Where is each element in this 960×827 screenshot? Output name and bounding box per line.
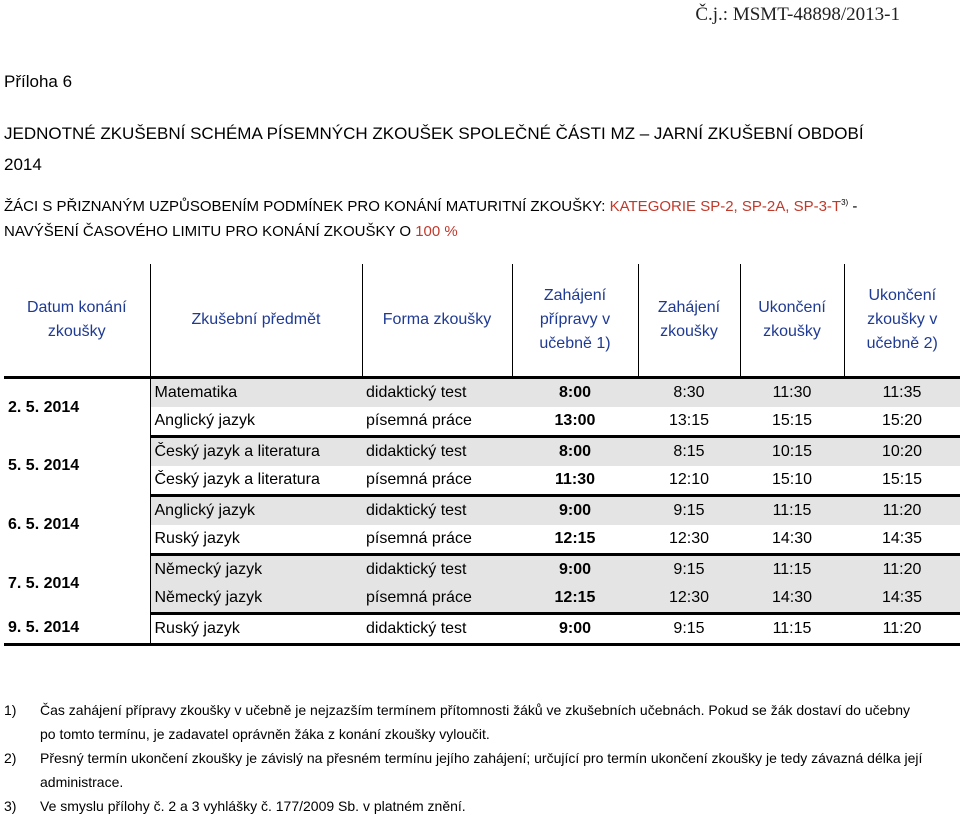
subject-cell: Německý jazyk <box>150 584 362 614</box>
form-cell: didaktický test <box>362 614 512 645</box>
form-cell: písemná práce <box>362 584 512 614</box>
footnote-1 <box>4 698 924 746</box>
start-cell: 9:15 <box>638 555 740 585</box>
end-cell: 10:15 <box>740 437 844 467</box>
form-cell: didaktický test <box>362 555 512 585</box>
table-row <box>4 378 960 408</box>
footnote-text: Ve smyslu přílohy č. 2 a 3 vyhlášky č. 177/2009 Sb. v platném znění. <box>40 798 466 814</box>
form-cell: didaktický test <box>362 437 512 467</box>
start-cell: 8:30 <box>638 378 740 408</box>
footnote-2 <box>4 746 924 794</box>
start-cell: 12:30 <box>638 584 740 614</box>
start-cell: 12:10 <box>638 466 740 496</box>
room-end-cell: 10:20 <box>844 437 960 467</box>
room-end-cell: 11:35 <box>844 378 960 408</box>
sub-heading <box>4 190 904 244</box>
end-cell: 11:15 <box>740 555 844 585</box>
footnote-text: Přesný termín ukončení zkoušky je závislý na přesném termínu jejího zahájení; určující pro termín ukončení zkoušky je tedy závazná délka její administrace. <box>40 750 923 790</box>
header-date: Datum konání zkoušky <box>4 264 150 378</box>
prep-cell: 9:00 <box>512 614 638 645</box>
end-cell: 15:10 <box>740 466 844 496</box>
subject-cell: Matematika <box>150 378 362 408</box>
subject-cell: Ruský jazyk <box>150 525 362 555</box>
exam-schedule-table <box>4 264 960 646</box>
start-cell: 13:15 <box>638 407 740 437</box>
main-heading: JEDNOTNÉ ZKUŠEBNÍ SCHÉMA PÍSEMNÝCH ZKOUŠEK SPOLEČNÉ ČÁSTI MZ – JARNÍ ZKUŠEBNÍ OBDOBÍ 2014 <box>4 124 864 174</box>
prep-cell: 9:00 <box>512 496 638 526</box>
prep-cell: 12:15 <box>512 584 638 614</box>
subject-cell: Německý jazyk <box>150 555 362 585</box>
prep-cell: 9:00 <box>512 555 638 585</box>
table-header-row <box>4 264 960 378</box>
form-cell: didaktický test <box>362 378 512 408</box>
room-end-cell: 15:20 <box>844 407 960 437</box>
end-cell: 11:15 <box>740 496 844 526</box>
sub-heading-percent: 100 % <box>415 223 458 240</box>
sub-heading-category: KATEGORIE SP-2, SP-2A, SP-3-T <box>609 198 842 215</box>
date-cell: 5. 5. 2014 <box>4 437 150 496</box>
subject-cell: Český jazyk a literatura <box>150 437 362 467</box>
end-cell: 11:30 <box>740 378 844 408</box>
table-row <box>4 496 960 526</box>
subject-cell: Český jazyk a literatura <box>150 466 362 496</box>
table-row <box>4 614 960 645</box>
prep-cell: 8:00 <box>512 378 638 408</box>
end-cell: 15:15 <box>740 407 844 437</box>
footnote-number: 1) <box>4 702 17 718</box>
sub-heading-part1: ŽÁCI S PŘIZNANÝM UZPŮSOBENÍM PODMÍNEK PRO KONÁNÍ MATURITNÍ ZKOUŠKY: <box>4 198 610 215</box>
footnote-number: 2) <box>4 750 17 766</box>
start-cell: 9:15 <box>638 614 740 645</box>
sub-heading-sup: 3) <box>841 198 849 207</box>
subject-cell: Anglický jazyk <box>150 496 362 526</box>
header-subject: Zkušební předmět <box>150 264 362 378</box>
document-reference: Č.j.: MSMT-48898/2013-1 <box>695 4 900 25</box>
prep-cell: 8:00 <box>512 437 638 467</box>
start-cell: 12:30 <box>638 525 740 555</box>
date-cell: 9. 5. 2014 <box>4 614 150 645</box>
header-exam-end: Ukončení zkoušky <box>740 264 844 378</box>
start-cell: 9:15 <box>638 496 740 526</box>
footnote-text: Čas zahájení přípravy zkoušky v učebně je nejzazším termínem přítomnosti žáků ve zkušebních učebnách. Pokud se žák dostaví do učebny po tomto termínu, je zadavatel oprávněn žáka z konání zkoušky vyloučit. <box>40 702 911 742</box>
start-cell: 8:15 <box>638 437 740 467</box>
table-row <box>4 437 960 467</box>
room-end-cell: 11:20 <box>844 496 960 526</box>
header-form: Forma zkoušky <box>362 264 512 378</box>
room-end-cell: 14:35 <box>844 584 960 614</box>
end-cell: 14:30 <box>740 525 844 555</box>
subject-cell: Anglický jazyk <box>150 407 362 437</box>
header-prep-start: Zahájení přípravy v učebně 1) <box>512 264 638 378</box>
room-end-cell: 11:20 <box>844 555 960 585</box>
prep-cell: 11:30 <box>512 466 638 496</box>
table-row <box>4 555 960 585</box>
subject-cell: Ruský jazyk <box>150 614 362 645</box>
end-cell: 14:30 <box>740 584 844 614</box>
end-cell: 11:15 <box>740 614 844 645</box>
form-cell: didaktický test <box>362 496 512 526</box>
room-end-cell: 14:35 <box>844 525 960 555</box>
footnotes <box>4 698 924 818</box>
prep-cell: 12:15 <box>512 525 638 555</box>
form-cell: písemná práce <box>362 407 512 437</box>
header-exam-start: Zahájení zkoušky <box>638 264 740 378</box>
date-cell: 6. 5. 2014 <box>4 496 150 555</box>
form-cell: písemná práce <box>362 525 512 555</box>
footnote-number: 3) <box>4 798 17 814</box>
form-cell: písemná práce <box>362 466 512 496</box>
header-room-end: Ukončení zkoušky v učebně 2) <box>844 264 960 378</box>
room-end-cell: 15:15 <box>844 466 960 496</box>
attachment-label: Příloha 6 <box>4 72 73 91</box>
date-cell: 2. 5. 2014 <box>4 378 150 437</box>
room-end-cell: 11:20 <box>844 614 960 645</box>
footnote-3 <box>4 794 924 818</box>
date-cell: 7. 5. 2014 <box>4 555 150 614</box>
prep-cell: 13:00 <box>512 407 638 437</box>
sub-heading-part2: - NAVÝŠENÍ ČASOVÉHO LIMITU PRO KONÁNÍ ZKOUŠKY O <box>4 198 858 240</box>
